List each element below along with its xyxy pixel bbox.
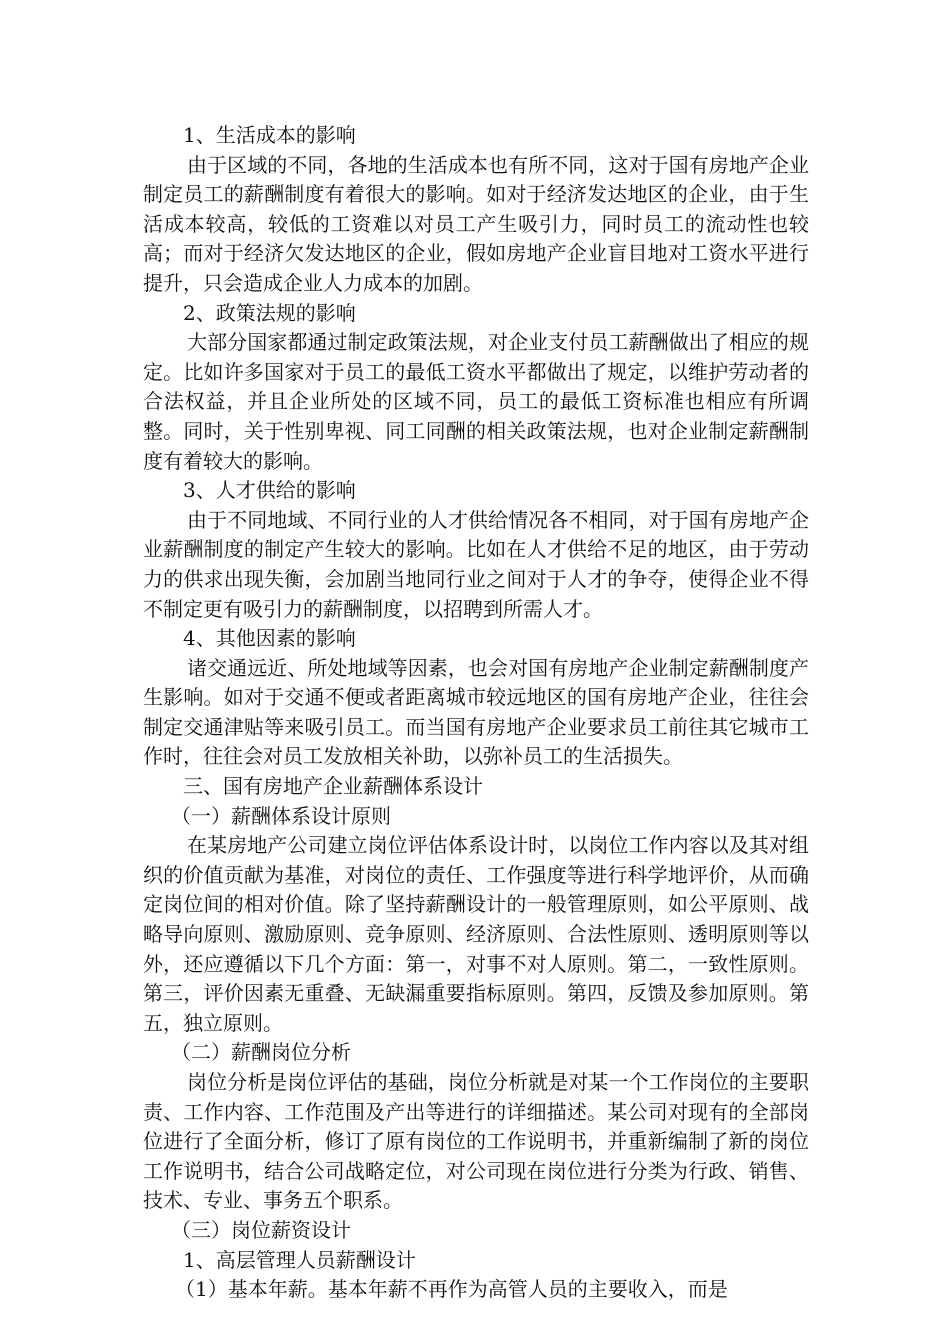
section-heading: 4、其他因素的影响 <box>183 626 356 651</box>
body-paragraph: 岗位分析是岗位评估的基础，岗位分析就是对某一个工作岗位的主要职责、工作内容、工作范围及产出等进行的详细描述。某公司对现有的全部岗位进行了全面分析，修订了原有岗位的工作说明书，并重新编制了新的岗位工作说明书，结合公司战略定位，对公司现在岗位进行分类为行政、销售、技术、专业、事务五个职系。 <box>143 1070 809 1213</box>
subsection-heading: （三）岗位薪资设计 <box>171 1217 351 1242</box>
body-paragraph: 在某房地产公司建立岗位评估体系设计时，以岗位工作内容以及其对组织的价值贡献为基准，对岗位的责任、工作强度等进行科学地评价，从而确定岗位间的相对价值。除了坚持薪酬设计的一般管理原则，如公平原则、战略导向原则、激励原则、竞争原则、经济原则、合法性原则、透明原则等以外，还应遵循以下几个方面：第一，对事不对人原则。第二，一致性原则。第三，评价因素无重叠、无缺漏重要指标原则。第四，反馈及参加原则。第五，独立原则。 <box>143 833 809 1035</box>
section-heading: 1、高层管理人员薪酬设计 <box>183 1247 416 1272</box>
section-heading: 3、人才供给的影响 <box>183 478 356 503</box>
subsection-heading: （二）薪酬岗位分析 <box>171 1040 351 1065</box>
subsection-heading: （一）薪酬体系设计原则 <box>171 803 391 828</box>
chapter-heading: 三、国有房地产企业薪酬体系设计 <box>183 774 483 799</box>
body-paragraph: 诸交通远近、所处地域等因素，也会对国有房地产企业制定薪酬制度产生影响。如对于交通不便或者距离城市较远地区的国有房地产企业，往往会制定交通津贴等来吸引员工。而当国有房地产企业要求员工前往其它城市工作时，往往会对员工发放相关补助，以弥补员工的生活损失。 <box>143 655 809 769</box>
section-heading: 1、生活成本的影响 <box>183 123 356 147</box>
body-paragraph: 由于区域的不同，各地的生活成本也有所不同，这对于国有房地产企业制定员工的薪酬制度有着很大的影响。如对于经济发达地区的企业，由于生活成本较高，较低的工资难以对员工产生吸引力，同时员工的流动性也较高；而对于经济欠发达地区的企业，假如房地产企业盲目地对工资水平进行提升，只会造成企业人力成本的加剧。 <box>143 152 809 295</box>
document-body <box>143 121 809 1305</box>
enumerated-item: （1）基本年薪。基本年薪不再作为高管人员的主要收入，而是 <box>175 1277 728 1302</box>
body-paragraph: 由于不同地域、不同行业的人才供给情况各不相同，对于国有房地产企业薪酬制度的制定产生较大的影响。比如在人才供给不足的地区，由于劳动力的供求出现失衡，会加剧当地同行业之间对于人才的争夺，使得企业不得不制定更有吸引力的薪酬制度，以招聘到所需人才。 <box>143 507 809 621</box>
body-paragraph: 大部分国家都通过制定政策法规，对企业支付员工薪酬做出了相应的规定。比如许多国家对于员工的最低工资水平都做出了规定，以维护劳动者的合法权益，并且企业所处的区域不同，员工的最低工资标准也相应有所调整。同时，关于性别卑视、同工同酬的相关政策法规，也对企业制定薪酬制度有着较大的影响。 <box>143 330 809 473</box>
section-heading: 2、政策法规的影响 <box>183 300 356 325</box>
